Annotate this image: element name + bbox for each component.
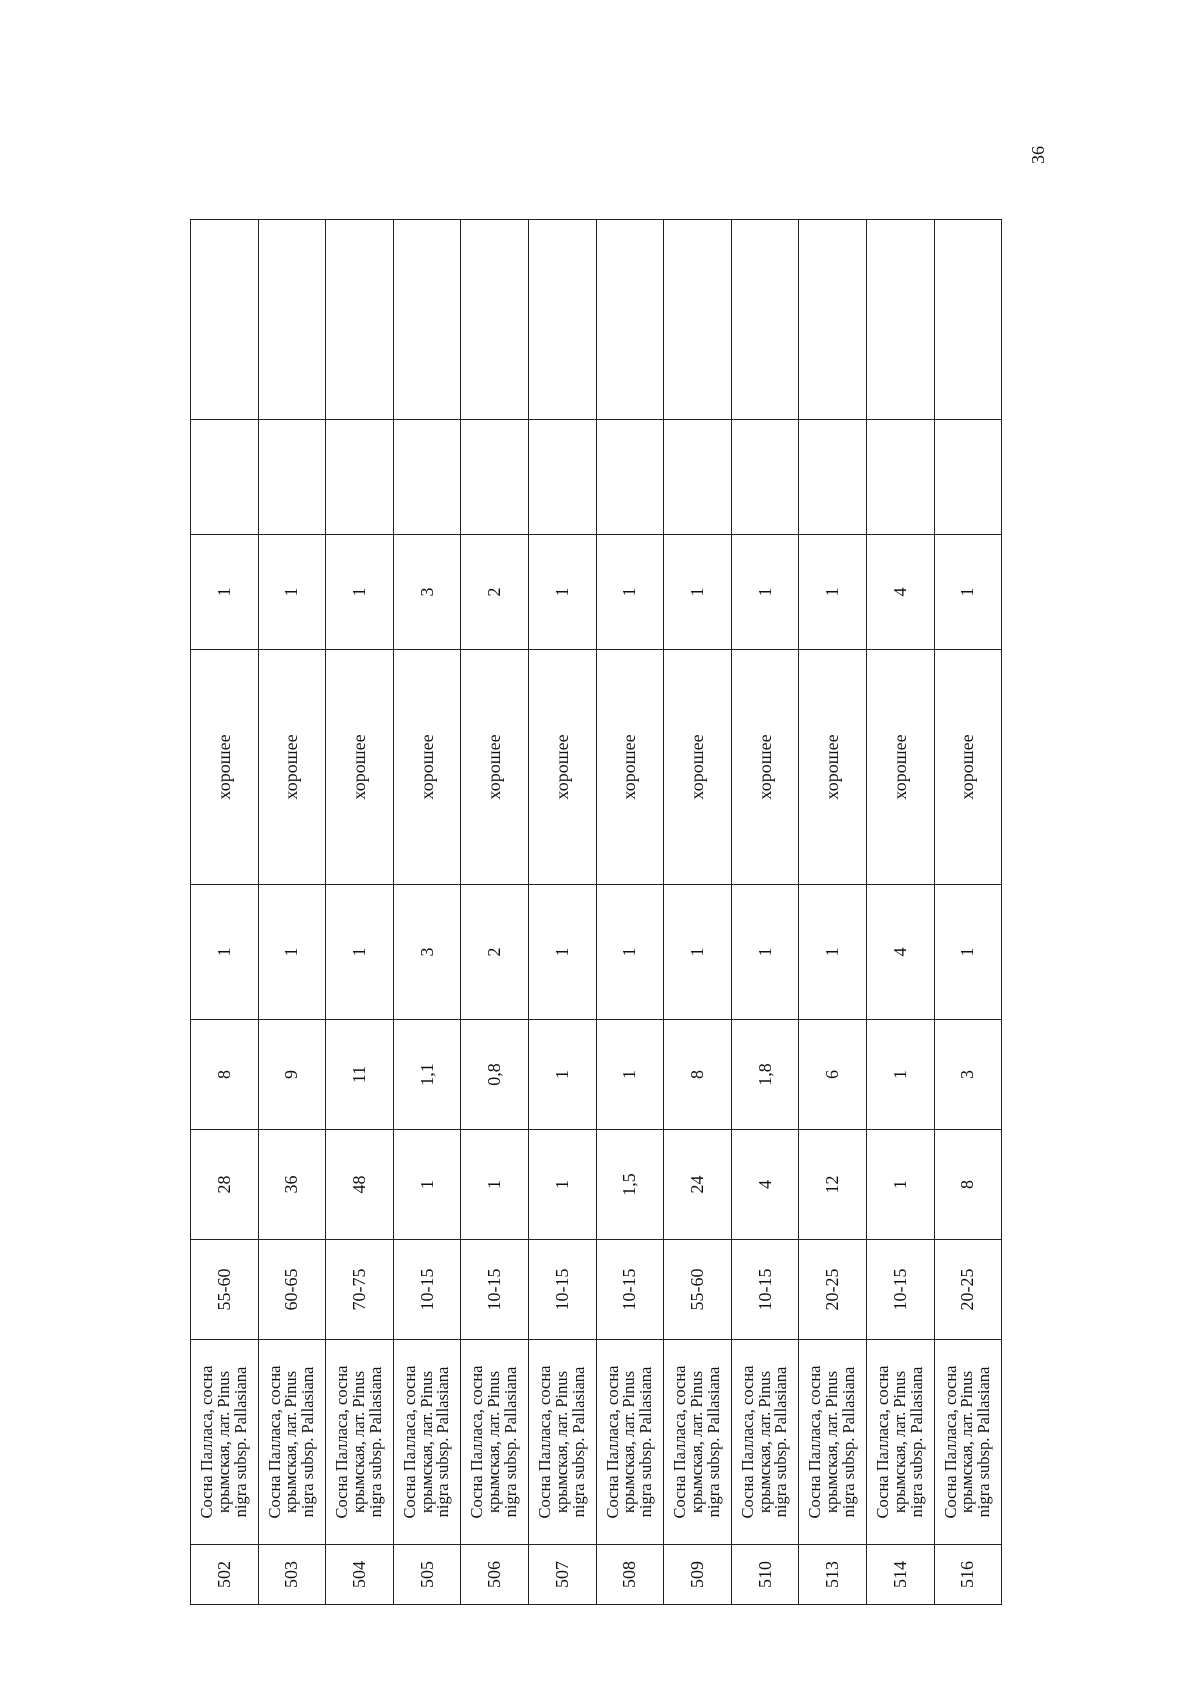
- height-cell: 0,8: [461, 1020, 529, 1130]
- species-line: крымская, лат. Pinus: [349, 1370, 369, 1514]
- age-cell: 10-15: [596, 1240, 664, 1340]
- species-cell: [258, 1340, 326, 1545]
- count-cell: 1: [528, 885, 596, 1020]
- height-cell: 1: [866, 1020, 934, 1130]
- empty-cell-8: [934, 420, 1002, 535]
- species-line: Сосна Палласа, сосна: [535, 1365, 555, 1519]
- species-line: nigra subsp. Pallasiana: [501, 1366, 521, 1518]
- species-cell: [393, 1340, 461, 1545]
- species-line: крымская, лат. Pinus: [754, 1370, 774, 1514]
- row-number: 516: [934, 1545, 1002, 1605]
- count-cell: 2: [461, 885, 529, 1020]
- trees-table: [190, 219, 1002, 1605]
- condition-cell: хорошее: [799, 650, 867, 885]
- diameter-cell: 48: [326, 1130, 394, 1240]
- empty-cell-8: [866, 420, 934, 535]
- quantity-cell: 1: [664, 535, 732, 650]
- species-cell: [664, 1340, 732, 1545]
- empty-cell-9: [528, 220, 596, 420]
- table-row: [191, 220, 259, 1605]
- species-cell: [596, 1340, 664, 1545]
- table-body: [191, 220, 1002, 1605]
- species-line: Сосна Палласа, сосна: [602, 1365, 622, 1519]
- table-row: [934, 220, 1002, 1605]
- species-line: nigra subsp. Pallasiana: [974, 1366, 994, 1518]
- age-cell: 60-65: [258, 1240, 326, 1340]
- species-line: Сосна Палласа, сосна: [805, 1365, 825, 1519]
- diameter-cell: 12: [799, 1130, 867, 1240]
- row-number: 508: [596, 1545, 664, 1605]
- empty-cell-8: [731, 420, 799, 535]
- condition-cell: хорошее: [528, 650, 596, 885]
- quantity-cell: 3: [393, 535, 461, 650]
- count-cell: 1: [258, 885, 326, 1020]
- species-line: Сосна Палласа, сосна: [737, 1365, 757, 1519]
- species-line: nigra subsp. Pallasiana: [839, 1366, 859, 1518]
- diameter-cell: 1: [528, 1130, 596, 1240]
- table-row: [528, 220, 596, 1605]
- species-line: крымская, лат. Pinus: [416, 1370, 436, 1514]
- species-line: крымская, лат. Pinus: [687, 1370, 707, 1514]
- height-cell: 1,8: [731, 1020, 799, 1130]
- quantity-cell: 1: [191, 535, 259, 650]
- species-line: nigra subsp. Pallasiana: [771, 1366, 791, 1518]
- species-cell: [461, 1340, 529, 1545]
- row-number: 504: [326, 1545, 394, 1605]
- species-line: крымская, лат. Pinus: [484, 1370, 504, 1514]
- row-number: 502: [191, 1545, 259, 1605]
- diameter-cell: 8: [934, 1130, 1002, 1240]
- table-row: [461, 220, 529, 1605]
- height-cell: 8: [191, 1020, 259, 1130]
- empty-cell-9: [731, 220, 799, 420]
- condition-cell: хорошее: [664, 650, 732, 885]
- species-line: nigra subsp. Pallasiana: [298, 1366, 318, 1518]
- age-cell: 20-25: [934, 1240, 1002, 1340]
- species-line: nigra subsp. Pallasiana: [906, 1366, 926, 1518]
- row-number: 506: [461, 1545, 529, 1605]
- age-cell: 10-15: [461, 1240, 529, 1340]
- species-cell: [934, 1340, 1002, 1545]
- empty-cell-9: [393, 220, 461, 420]
- diameter-cell: 36: [258, 1130, 326, 1240]
- table-row: [258, 220, 326, 1605]
- species-cell: [191, 1340, 259, 1545]
- age-cell: 10-15: [393, 1240, 461, 1340]
- empty-cell-8: [191, 420, 259, 535]
- species-cell: [528, 1340, 596, 1545]
- empty-cell-9: [664, 220, 732, 420]
- species-line: крымская, лат. Pinus: [619, 1370, 639, 1514]
- diameter-cell: 4: [731, 1130, 799, 1240]
- table-row: [731, 220, 799, 1605]
- species-line: Сосна Палласа, сосна: [197, 1365, 217, 1519]
- count-cell: 1: [799, 885, 867, 1020]
- species-line: Сосна Палласа, сосна: [872, 1365, 892, 1519]
- quantity-cell: 1: [731, 535, 799, 650]
- table-row: [866, 220, 934, 1605]
- empty-cell-9: [799, 220, 867, 420]
- diameter-cell: 1,5: [596, 1130, 664, 1240]
- quantity-cell: 2: [461, 535, 529, 650]
- table-rotated-container: [190, 220, 1002, 1605]
- row-number: 509: [664, 1545, 732, 1605]
- empty-cell-8: [326, 420, 394, 535]
- quantity-cell: 4: [866, 535, 934, 650]
- height-cell: 3: [934, 1020, 1002, 1130]
- species-line: Сосна Палласа, сосна: [940, 1365, 960, 1519]
- species-line: Сосна Палласа, сосна: [399, 1365, 419, 1519]
- empty-cell-8: [393, 420, 461, 535]
- row-number: 505: [393, 1545, 461, 1605]
- species-line: Сосна Палласа, сосна: [264, 1365, 284, 1519]
- count-cell: 3: [393, 885, 461, 1020]
- age-cell: 10-15: [731, 1240, 799, 1340]
- height-cell: 1,1: [393, 1020, 461, 1130]
- quantity-cell: 1: [528, 535, 596, 650]
- condition-cell: хорошее: [866, 650, 934, 885]
- species-line: Сосна Палласа, сосна: [467, 1365, 487, 1519]
- species-line: Сосна Палласа, сосна: [670, 1365, 690, 1519]
- species-line: крымская, лат. Pinus: [957, 1370, 977, 1514]
- age-cell: 70-75: [326, 1240, 394, 1340]
- species-line: nigra subsp. Pallasiana: [365, 1366, 385, 1518]
- empty-cell-9: [461, 220, 529, 420]
- species-line: крымская, лат. Pinus: [822, 1370, 842, 1514]
- age-cell: 55-60: [191, 1240, 259, 1340]
- species-line: Сосна Палласа, сосна: [332, 1365, 352, 1519]
- height-cell: 11: [326, 1020, 394, 1130]
- diameter-cell: 1: [461, 1130, 529, 1240]
- height-cell: 1: [596, 1020, 664, 1130]
- diameter-cell: 1: [393, 1130, 461, 1240]
- empty-cell-8: [799, 420, 867, 535]
- species-line: крымская, лат. Pinus: [213, 1370, 233, 1514]
- empty-cell-8: [461, 420, 529, 535]
- height-cell: 6: [799, 1020, 867, 1130]
- quantity-cell: 1: [934, 535, 1002, 650]
- species-line: крымская, лат. Pinus: [281, 1370, 301, 1514]
- table-row: [326, 220, 394, 1605]
- condition-cell: хорошее: [191, 650, 259, 885]
- species-line: крымская, лат. Pinus: [889, 1370, 909, 1514]
- quantity-cell: 1: [596, 535, 664, 650]
- quantity-cell: 1: [326, 535, 394, 650]
- row-number: 503: [258, 1545, 326, 1605]
- species-line: крымская, лат. Pinus: [551, 1370, 571, 1514]
- count-cell: 1: [596, 885, 664, 1020]
- species-line: nigra subsp. Pallasiana: [703, 1366, 723, 1518]
- height-cell: 1: [528, 1020, 596, 1130]
- species-line: nigra subsp. Pallasiana: [568, 1366, 588, 1518]
- count-cell: 1: [191, 885, 259, 1020]
- empty-cell-9: [934, 220, 1002, 420]
- age-cell: 55-60: [664, 1240, 732, 1340]
- count-cell: 4: [866, 885, 934, 1020]
- table-row: [596, 220, 664, 1605]
- table-row: [393, 220, 461, 1605]
- condition-cell: хорошее: [934, 650, 1002, 885]
- species-line: nigra subsp. Pallasiana: [636, 1366, 656, 1518]
- species-line: nigra subsp. Pallasiana: [433, 1366, 453, 1518]
- count-cell: 1: [326, 885, 394, 1020]
- diameter-cell: 28: [191, 1130, 259, 1240]
- empty-cell-9: [258, 220, 326, 420]
- diameter-cell: 1: [866, 1130, 934, 1240]
- height-cell: 9: [258, 1020, 326, 1130]
- species-cell: [866, 1340, 934, 1545]
- empty-cell-9: [596, 220, 664, 420]
- species-cell: [326, 1340, 394, 1545]
- condition-cell: хорошее: [596, 650, 664, 885]
- species-cell: [799, 1340, 867, 1545]
- diameter-cell: 24: [664, 1130, 732, 1240]
- condition-cell: хорошее: [393, 650, 461, 885]
- row-number: 510: [731, 1545, 799, 1605]
- species-line: nigra subsp. Pallasiana: [230, 1366, 250, 1518]
- age-cell: 10-15: [866, 1240, 934, 1340]
- empty-cell-9: [326, 220, 394, 420]
- condition-cell: хорошее: [461, 650, 529, 885]
- empty-cell-8: [596, 420, 664, 535]
- condition-cell: хорошее: [326, 650, 394, 885]
- condition-cell: хорошее: [258, 650, 326, 885]
- empty-cell-8: [258, 420, 326, 535]
- count-cell: 1: [934, 885, 1002, 1020]
- row-number: 514: [866, 1545, 934, 1605]
- species-cell: [731, 1340, 799, 1545]
- table-row: [664, 220, 732, 1605]
- count-cell: 1: [731, 885, 799, 1020]
- empty-cell-8: [664, 420, 732, 535]
- condition-cell: хорошее: [731, 650, 799, 885]
- empty-cell-9: [191, 220, 259, 420]
- table-row: [799, 220, 867, 1605]
- empty-cell-9: [866, 220, 934, 420]
- page-number: 36: [1028, 146, 1048, 164]
- count-cell: 1: [664, 885, 732, 1020]
- row-number: 513: [799, 1545, 867, 1605]
- empty-cell-8: [528, 420, 596, 535]
- quantity-cell: 1: [799, 535, 867, 650]
- quantity-cell: 1: [258, 535, 326, 650]
- age-cell: 10-15: [528, 1240, 596, 1340]
- height-cell: 8: [664, 1020, 732, 1130]
- row-number: 507: [528, 1545, 596, 1605]
- age-cell: 20-25: [799, 1240, 867, 1340]
